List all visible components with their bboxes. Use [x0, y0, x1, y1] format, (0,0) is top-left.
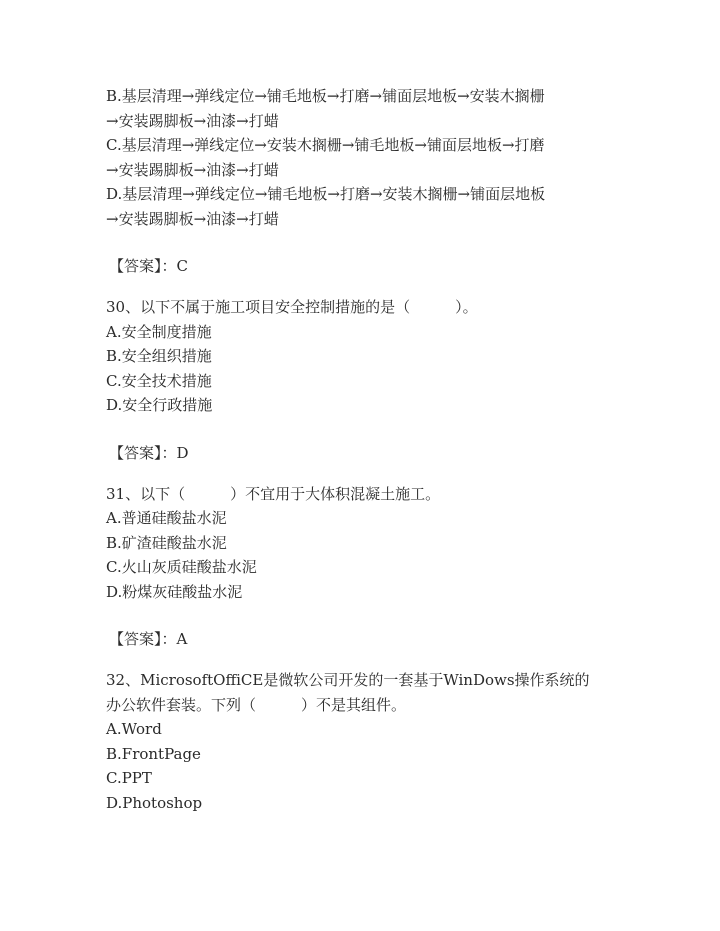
q30-option-b: B.安全组织措施: [106, 347, 212, 365]
q31-answer: 【答案】：A: [109, 630, 188, 648]
q32-option-b: B.FrontPage: [106, 744, 201, 763]
q30-answer: 【答案】：D: [109, 443, 189, 462]
q29-option-c-line2: →安装踢脚板→油漆→打蜡: [106, 160, 279, 179]
q30-question: 30、以下不属于施工项目安全控制措施的是（ ）。: [106, 298, 478, 316]
q29-answer: 【答案】：C: [109, 257, 188, 275]
q32-option-d: D.Photoshop: [106, 793, 203, 812]
q29-option-d-line1: D.基层清理→弹线定位→铺毛地板→打磨→安装木搁栅→铺面层地板: [106, 185, 546, 203]
q31-option-d: D.粉煤灰硅酸盐水泥: [106, 582, 243, 601]
q30-option-d: D.安全行政措施: [106, 396, 213, 414]
q29-option-d-line2: →安装踢脚板→油漆→打蜡: [106, 209, 279, 228]
q30-option-c: C.安全技术措施: [106, 371, 212, 390]
q32-question-line1: 32、MicrosoftOffiCE是微软公司开发的一套基于WinDows操作系统的: [106, 671, 590, 689]
q31-option-c: C.火山灰质硅酸盐水泥: [106, 558, 257, 576]
q31-option-b: B.矿渣硅酸盐水泥: [106, 533, 227, 552]
q29-option-b-line1: B.基层清理→弹线定位→铺毛地板→打磨→铺面层地板→安装木搁栅: [106, 87, 545, 105]
q32-question-line2: 办公软件套装。下列（ ）不是其组件。: [106, 695, 407, 714]
document-content: [106, 84, 666, 815]
q29-option-c-line1: C.基层清理→弹线定位→安装木搁栅→铺毛地板→铺面层地板→打磨: [106, 136, 545, 154]
q32-option-a: A.Word: [106, 720, 162, 738]
q29-option-b-line2: →安装踢脚板→油漆→打蜡: [106, 111, 279, 130]
q31-option-a: A.普通硅酸盐水泥: [106, 509, 227, 527]
q31-question: 31、以下（ ）不宜用于大体积混凝土施工。: [106, 484, 441, 503]
q30-option-a: A.安全制度措施: [106, 322, 212, 341]
q32-option-c: C.PPT: [106, 769, 152, 787]
